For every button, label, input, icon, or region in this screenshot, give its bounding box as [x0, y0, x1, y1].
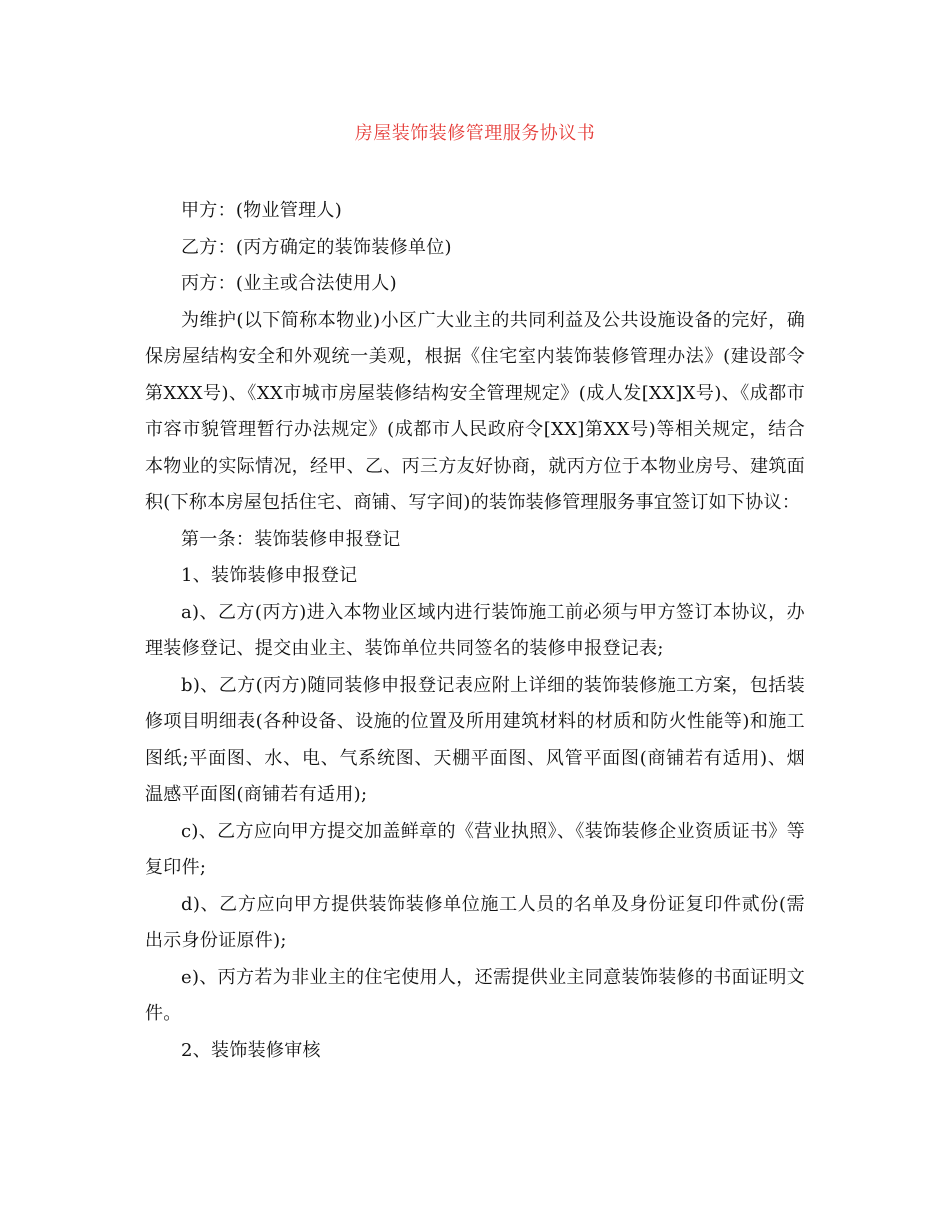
clause-b: b)、乙方(丙方)随同装修申报登记表应附上详细的装饰装修施工方案，包括装修项目明细表(各种设备、设施的位置及所用建筑材料的材质和防火性能等)和施工图纸;平面图、水、电、气系统图、天棚平面图、风管平面图(商铺若有适用)、烟温感平面图(商铺若有适用); — [145, 674, 805, 805]
section-heading-1: 1、装饰装修申报登记 — [181, 565, 358, 586]
section-heading-2: 2、装饰装修审核 — [181, 1039, 321, 1061]
clause-d: d)、乙方应向甲方提供装饰装修单位施工人员的名单及身份证复印件贰份(需出示身份证原件); — [145, 893, 805, 951]
preamble-paragraph: 为维护(以下简称本物业)小区广大业主的共同利益及公共设施设备的完好，确保房屋结构安全和外观统一美观，根据《住宅室内装饰装修管理办法》(建设部令第XXX号)、《XX市城市房屋装修结构安全管理规定》(成人发[XX]X号)、《成都市市容市貌管理暂行办法规定》(成都市人民政府令[XX]第XX号)等相关规定，结合本物业的实际情况，经甲、乙、丙三方友好协商，就丙方位于本物业房号、建筑面积(下称本房屋包括住宅、商铺、写字间)的装饰装修管理服务事宜签订如下协议： — [145, 309, 805, 513]
document-title: 房屋装饰装修管理服务协议书 — [354, 123, 596, 144]
party-a-line: 甲方：(物业管理人) — [181, 200, 343, 221]
clause-e: e)、丙方若为非业主的住宅使用人，还需提供业主同意装饰装修的书面证明文件。 — [145, 966, 805, 1024]
party-b-line: 乙方：(丙方确定的装饰装修单位) — [181, 236, 452, 258]
party-c-line: 丙方：(业主或合法使用人) — [181, 273, 397, 294]
document-body — [145, 193, 805, 1069]
clause-c: c)、乙方应向甲方提交加盖鲜章的《营业执照》、《装饰装修企业资质证书》等复印件; — [145, 820, 805, 878]
clause-a: a)、乙方(丙方)进入本物业区域内进行装饰施工前必须与甲方签订本协议，办理装修登记、提交由业主、装饰单位共同签名的装修申报登记表; — [145, 601, 805, 659]
article-one-heading: 第一条：装饰装修申报登记 — [181, 528, 401, 550]
